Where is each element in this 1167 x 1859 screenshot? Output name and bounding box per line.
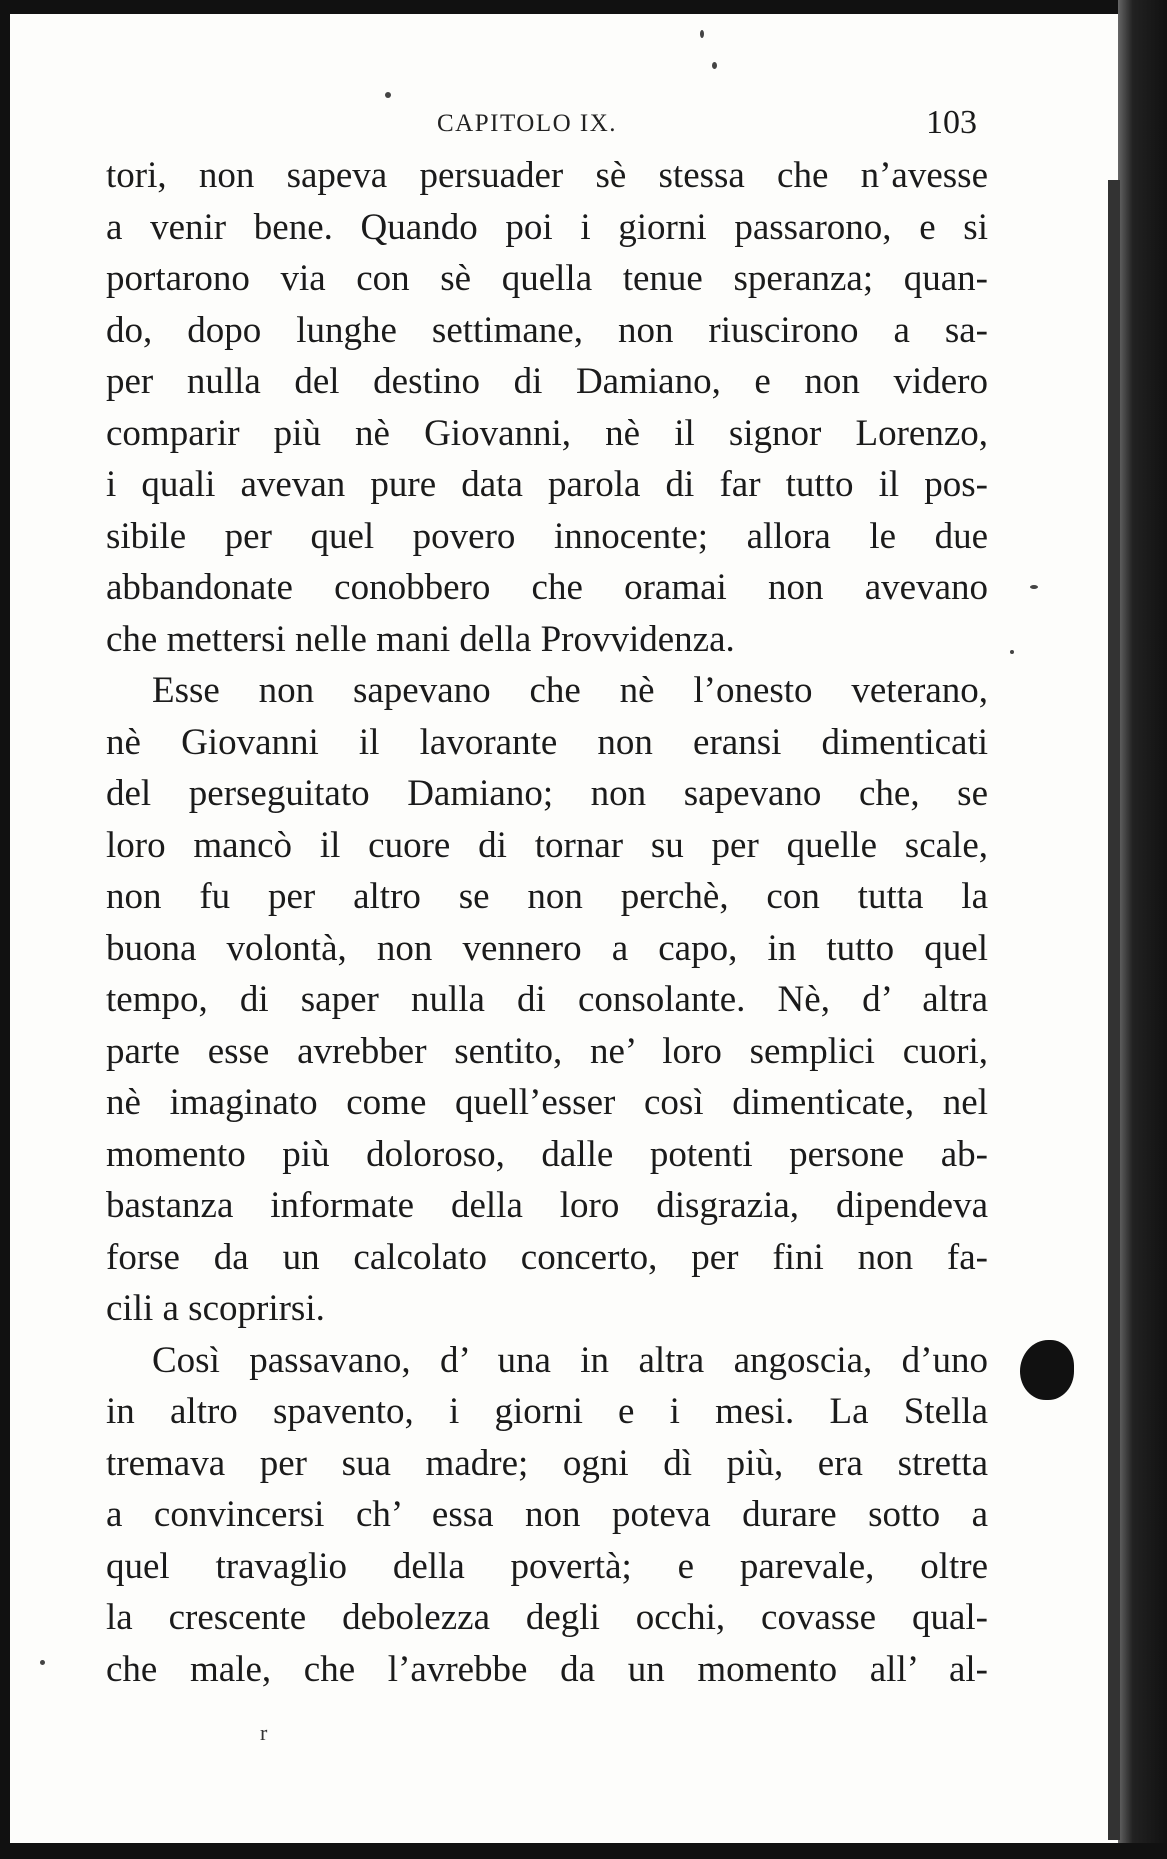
text-line: nè Giovanni il lavorante non eransi dimenticati (106, 721, 988, 763)
page-number: 103 (926, 104, 977, 141)
text-line: per nulla del destino di Damiano, e non videro (106, 361, 988, 402)
text-line: a convincersi ch’ essa non poteva durare sotto a (106, 1494, 988, 1535)
text-line: che male, che l’avrebbe da un momento all’ al- (106, 1648, 988, 1690)
scan-shadow-right (1108, 180, 1120, 1840)
ink-speck (385, 92, 391, 98)
text-line: abbandonate conobbero che oramai non avevano (106, 567, 988, 608)
text-line: forse da un calcolato concerto, per fini non fa- (106, 1236, 988, 1278)
footer-mark: r (260, 1720, 268, 1745)
text-line: do, dopo lunghe settimane, non riuscirono a sa- (106, 309, 988, 351)
text-line: bastanza informate della loro disgrazia, dipendeva (106, 1185, 988, 1226)
ink-speck (712, 62, 717, 69)
scan-border-left (0, 0, 10, 1859)
ink-blot (1020, 1340, 1074, 1400)
text-line: Esse non sapevano che nè l’onesto veterano, (152, 670, 988, 711)
text-line: cili a scoprirsi. (106, 1288, 325, 1329)
text-line: non fu per altro se non perchè, con tutta la (106, 876, 988, 917)
body-text (106, 150, 988, 1695)
ink-speck (1010, 650, 1014, 654)
text-line: momento più doloroso, dalle potenti persone ab- (106, 1133, 988, 1175)
running-head: CAPITOLO IX. (437, 110, 618, 137)
scan-border-bottom (0, 1843, 1167, 1859)
text-line: i quali avevan pure data parola di far tutto il pos- (106, 464, 988, 505)
text-line: parte esse avrebber sentito, ne’ loro semplici cuori, (106, 1030, 988, 1072)
scan-border-top (0, 0, 1120, 14)
text-line: loro mancò il cuore di tornar su per quelle scale, (106, 824, 988, 866)
text-line: sibile per quel povero innocente; allora le due (106, 515, 988, 557)
text-line: del perseguitato Damiano; non sapevano che, se (106, 773, 988, 814)
text-line: portarono via con sè quella tenue speranza; quan- (106, 258, 988, 299)
text-line: che mettersi nelle mani della Provvidenza. (106, 618, 735, 660)
text-line: la crescente debolezza degli occhi, covasse qual- (106, 1597, 988, 1638)
text-line: tremava per sua madre; ogni dì più, era stretta (106, 1442, 988, 1484)
text-line: a venir bene. Quando poi i giorni passarono, e si (106, 206, 988, 248)
text-line: Così passavano, d’ una in altra angoscia, d’uno (152, 1339, 988, 1381)
text-line: buona volontà, non vennero a capo, in tutto quel (106, 927, 988, 969)
scan-border-right (1118, 0, 1167, 1859)
ink-speck (1030, 585, 1038, 589)
page-header (437, 104, 977, 144)
text-line: nè imaginato come quell’esser così dimenticate, nel (106, 1082, 988, 1123)
text-line: in altro spavento, i giorni e i mesi. La Stella (106, 1391, 988, 1432)
text-line: tori, non sapeva persuader sè stessa che n’avesse (106, 155, 988, 196)
ink-speck (700, 30, 704, 38)
ink-speck (40, 1660, 45, 1665)
text-line: quel travaglio della povertà; e parevale, oltre (106, 1545, 988, 1587)
text-line: tempo, di saper nulla di consolante. Nè, d’ altra (106, 979, 988, 1020)
text-line: comparir più nè Giovanni, nè il signor Lorenzo, (106, 412, 988, 454)
